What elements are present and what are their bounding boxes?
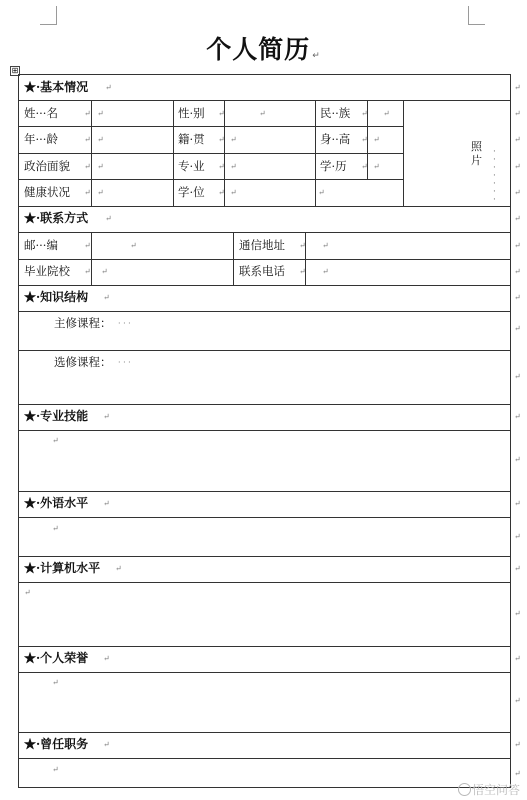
field-degree-extra[interactable]: ↵ [318,188,325,197]
row-divider [18,311,510,312]
paragraph-mark: ↵ [218,135,225,144]
paragraph-mark: ↵ [84,267,91,276]
section-header-knowledge: ★·知识结构 [24,290,89,304]
row-end-mark: ↵ [514,109,521,118]
row-end-mark: ↵ [514,135,521,144]
row-divider [18,732,510,733]
row-divider [18,517,510,518]
field-age[interactable]: ↵ [97,135,104,144]
section-header-positions: ★·曾任职务 [24,737,89,751]
dot-leader: · · · [118,358,131,367]
label-politics: 政治面貌 [24,159,70,173]
photo-dots: · · · · · · · [493,147,496,205]
photo-cell-border [403,100,404,206]
col-divider [233,232,234,285]
row-divider [18,758,510,759]
field-gender[interactable]: ↵ [259,109,266,118]
label-degree: 学·位 [178,185,205,199]
label-health: 健康状况 [24,185,70,199]
field-education[interactable]: ↵ [373,162,380,171]
row-end-mark: ↵ [514,740,521,749]
label-address: 通信地址 [239,238,285,252]
section-header-honors: ★·个人荣誉 [24,651,89,665]
paragraph-mark: ↵ [105,214,112,223]
paragraph-mark: ↵ [299,267,306,276]
row-divider [18,430,510,431]
resume-table [18,74,521,788]
label-postcode: 邮···编 [24,238,58,252]
page-title: 个人简历 ↵ [206,35,321,64]
field-politics[interactable]: ↵ [97,162,104,171]
row-end-mark: ↵ [514,769,521,778]
table-border-right [510,74,511,788]
photo-label: 照 [471,140,482,153]
row-divider [18,491,510,492]
field-skills[interactable]: ↵ [52,436,59,445]
row-end-mark: ↵ [514,412,521,421]
field-health[interactable]: ↵ [97,188,104,197]
section-header-basic: ★·基本情况 [24,80,89,94]
label-height: 身··高 [320,132,351,146]
paragraph-mark: ↵ [103,499,110,508]
paragraph-mark: ↵ [103,740,110,749]
row-divider [18,126,403,127]
col-divider [173,100,174,206]
row-end-mark: ↵ [514,214,521,223]
paragraph-mark: ↵ [218,162,225,171]
field-phone[interactable]: ↵ [322,267,329,276]
label-origin: 籍·贯 [178,132,205,146]
page-corner-top-left [40,6,57,25]
section-header-computer: ★·计算机水平 [24,561,101,575]
paragraph-mark: ↵ [361,162,368,171]
col-divider [91,232,92,285]
table-border-bottom [18,787,510,788]
paragraph-mark: ↵ [84,241,91,250]
paragraph-mark: ↵ [84,109,91,118]
field-positions[interactable]: ↵ [52,765,59,774]
watermark-logo: 悟空问答 [458,781,522,797]
paragraph-mark: ↵ [361,109,368,118]
col-divider [315,100,316,206]
label-elective-courses: 选修课程： [54,355,112,369]
row-divider [18,206,510,207]
row-end-mark: ↵ [514,455,521,464]
label-ethnicity: 民··族 [320,106,351,120]
label-phone: 联系电话 [239,264,285,278]
row-end-mark: ↵ [514,324,521,333]
row-divider [18,404,510,405]
photo-label: 片 [471,154,482,167]
row-divider [18,672,510,673]
row-end-mark: ↵ [514,83,521,92]
paragraph-mark: ↵ [103,412,110,421]
row-divider [18,582,510,583]
field-degree[interactable]: ↵ [230,188,237,197]
field-address[interactable]: ↵ [322,241,329,250]
field-origin[interactable]: ↵ [230,135,237,144]
row-end-mark: ↵ [514,609,521,618]
label-education: 学·历 [320,159,347,173]
label-main-courses: 主修课程： [54,316,112,330]
col-divider [305,232,306,285]
row-end-mark: ↵ [514,532,521,541]
row-end-mark: ↵ [514,241,521,250]
field-major[interactable]: ↵ [230,162,237,171]
field-ethnicity[interactable]: ↵ [383,109,390,118]
row-divider [18,350,510,351]
table-border-top [18,74,510,75]
col-divider [91,100,92,206]
paragraph-mark: ↵ [299,241,306,250]
row-end-mark: ↵ [514,654,521,663]
paragraph-mark: ↵ [218,188,225,197]
field-honors[interactable]: ↵ [52,678,59,687]
field-language[interactable]: ↵ [52,524,59,533]
section-header-language: ★·外语水平 [24,496,89,510]
label-school: 毕业院校 [24,264,70,278]
row-divider [18,556,510,557]
row-end-mark: ↵ [514,162,521,171]
row-end-mark: ↵ [514,696,521,705]
row-end-mark: ↵ [514,564,521,573]
paragraph-mark: ↵ [84,162,91,171]
label-name: 姓···名 [24,106,58,120]
row-end-mark: ↵ [514,499,521,508]
row-divider [18,179,403,180]
table-border-left [18,74,19,788]
label-age: 年···龄 [24,132,58,146]
dot-leader: · · · [118,319,131,328]
paragraph-mark: ↵ [84,135,91,144]
section-header-skills: ★·专业技能 [24,409,89,423]
paragraph-mark: ↵ [84,188,91,197]
row-end-mark: ↵ [514,188,521,197]
label-major: 专·业 [178,159,205,173]
watermark-bubble-icon [458,783,471,796]
row-divider [18,646,510,647]
paragraph-mark: ↵ [218,109,225,118]
field-computer[interactable]: ↵ [24,588,31,597]
paragraph-mark: ↵ [103,654,110,663]
field-name[interactable]: ↵ [97,109,104,118]
field-height[interactable]: ↵ [373,135,380,144]
paragraph-mark: ↵ [103,293,110,302]
field-postcode[interactable]: ↵ [130,241,137,250]
row-end-mark: ↵ [514,372,521,381]
row-end-mark: ↵ [514,267,521,276]
paragraph-mark: ↵ [361,135,368,144]
paragraph-mark: ↵ [105,83,112,92]
label-gender: 性·别 [178,106,205,120]
table-move-handle-icon[interactable]: ⊞ [11,66,19,75]
page-corner-top-right [468,6,485,25]
paragraph-mark: ↵ [115,564,122,573]
field-school[interactable]: ↵ [101,267,108,276]
row-divider [18,285,510,286]
row-end-mark: ↵ [514,293,521,302]
section-header-contact: ★·联系方式 [24,211,89,225]
row-divider [18,153,403,154]
